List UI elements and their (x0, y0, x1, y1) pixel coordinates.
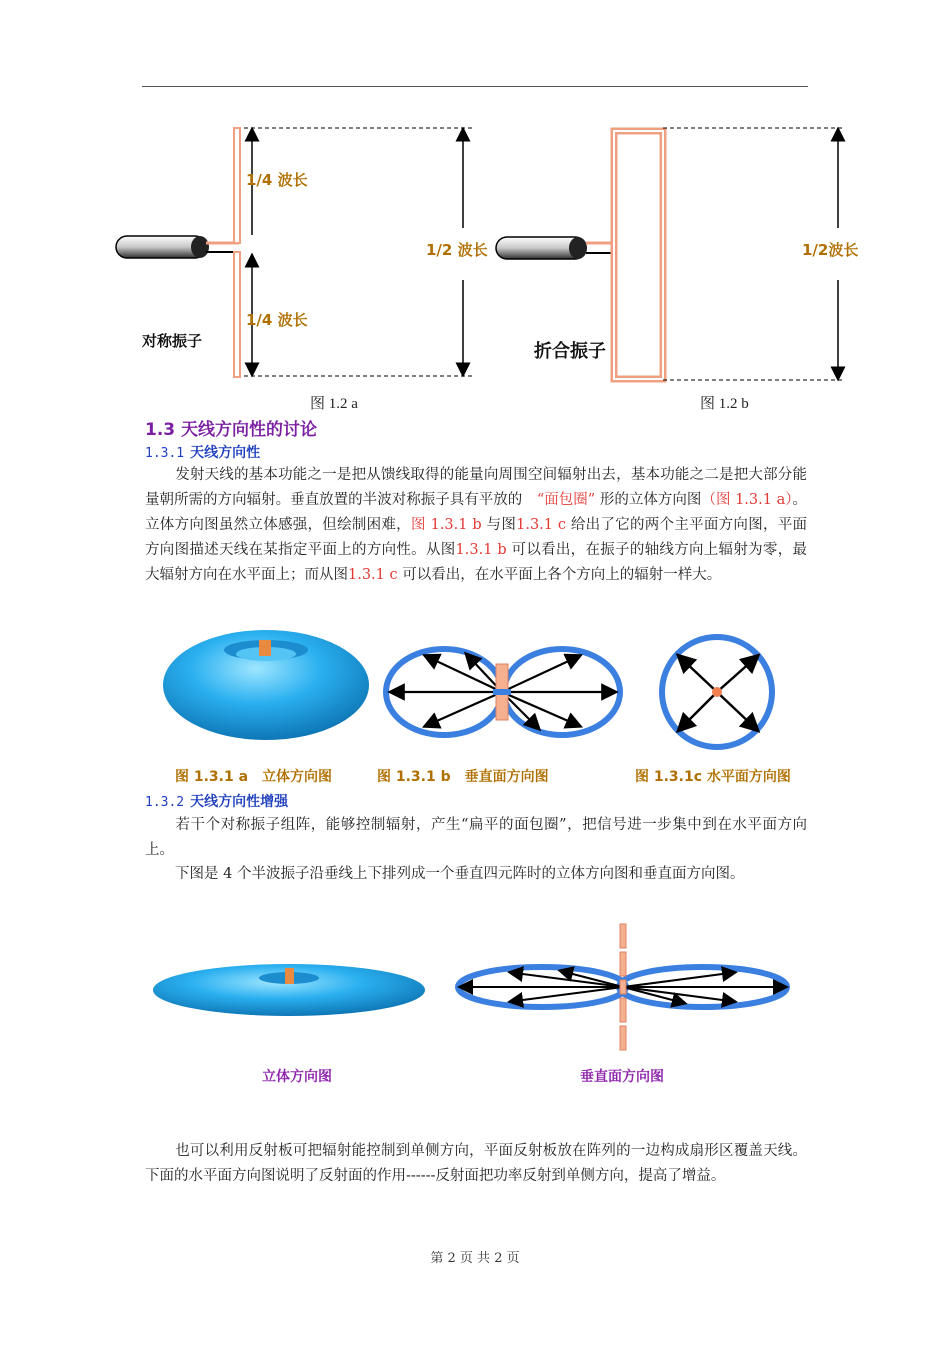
p4-text: 也可以利用反射板可把辐射能控制到单侧方向，平面反射板放在阵列的一边构成扇形区覆盖天线。下面的水平面方向图说明了反射面的作用------反射面把功率反射到单侧方向，提高了增益。 (145, 1143, 807, 1184)
p3-text: 下图是 4 个半波振子沿垂线上下排列成一个垂直四元阵时的立体方向图和垂直面方向图。 (175, 866, 745, 882)
label-folded: 折合振子 (534, 341, 606, 362)
subsection-number: 1.3.1 (145, 446, 185, 461)
figure-1-2-diagram (0, 100, 950, 400)
p1-text-i: 给出了它的两个主平面方向图，平面方向图描述天线在某指定平面上的方向性。从图 (145, 517, 808, 558)
p1-text-c: 形的立体方向图 (599, 492, 702, 508)
subsection-number: 1.3.2 (145, 795, 185, 810)
label-half-b: 1/2波长 (802, 241, 859, 259)
flat-torus-3d-pattern (153, 964, 425, 1016)
p1-ref-131c: 1.3.1 c (516, 517, 567, 533)
figure-1-3-1-patterns (150, 628, 790, 758)
p1-text-a: 发射天线的基本功能之一是把从馈线取得的能量向周围空间辐射出去，基本功能之二是把大部分能量朝所需的方向辐射。垂直放置的半波对称振子具有平放的 (145, 467, 807, 508)
p1-ref-131b: 图 1.3.1 b (410, 517, 482, 533)
dipole-upper-arm (234, 128, 240, 243)
p1-emphasis-bread: “面包圈” (536, 492, 596, 508)
horizontal-plane-pattern (662, 637, 772, 747)
label-dipole: 对称振子 (142, 332, 203, 350)
narrow-vertical-pattern (458, 924, 787, 1050)
caption-fig-1-3-1a: 图 1.3.1 a 立体方向图 (175, 769, 333, 785)
label-half-a: 1/2 波长 (426, 241, 488, 259)
caption-vertical-pattern: 垂直面方向图 (580, 1069, 664, 1085)
subsection-title: 天线方向性增强 (190, 794, 289, 810)
paragraph-4 (145, 1139, 807, 1189)
p1-text-k: 可以看出，在振子的轴线方向上辐射为零，最大辐射方向在水平面上；而从图 (145, 542, 808, 583)
subsection-heading-1 (145, 442, 260, 462)
p1-ref-131b-2: 1.3.1 b (455, 542, 507, 558)
caption-fig-1-3-1b: 图 1.3.1 b 垂直面方向图 (377, 769, 549, 785)
paragraph-1 (145, 463, 807, 588)
vertical-plane-pattern (386, 649, 620, 735)
dipole-lower-arm (234, 252, 240, 377)
subsection-heading-2 (145, 791, 288, 811)
header-rule (142, 86, 808, 87)
p1-text-m: 可以看出，在水平面上各个方向上的辐射一样大。 (402, 567, 722, 583)
label-quarter-bottom: 1/4 波长 (246, 311, 308, 329)
section-heading: 1.3 天线方向性的讨论 (145, 420, 318, 440)
p1-ref-131a: （图 1.3.1 a） (701, 492, 793, 508)
figure-array-patterns (145, 920, 805, 1060)
paragraph-3 (145, 862, 807, 887)
torus-3d-pattern (163, 630, 369, 740)
p1-text-e: 。立体方向图虽然立体感强，但绘制困难， (145, 492, 808, 533)
subsection-title: 天线方向性 (190, 445, 261, 461)
caption-fig-1-2-a: 图 1.2 a (310, 396, 358, 412)
caption-3d-pattern: 立体方向图 (262, 1069, 332, 1085)
caption-fig-1-2-b: 图 1.2 b (700, 396, 749, 412)
page-footer: 第 2 页 共 2 页 (430, 1251, 520, 1266)
p2-text: 若干个对称振子组阵，能够控制辐射，产生“扁平的面包圈”，把信号进一步集中到在水平面方向上。 (145, 817, 807, 858)
p1-ref-131c-2: 1.3.1 c (348, 567, 398, 583)
folded-loop (614, 131, 663, 379)
paragraph-2 (145, 813, 807, 863)
caption-fig-1-3-1c: 图 1.3.1c 水平面方向图 (635, 769, 791, 785)
p1-text-g: 与图 (486, 517, 517, 533)
label-quarter-top: 1/4 波长 (246, 171, 308, 189)
